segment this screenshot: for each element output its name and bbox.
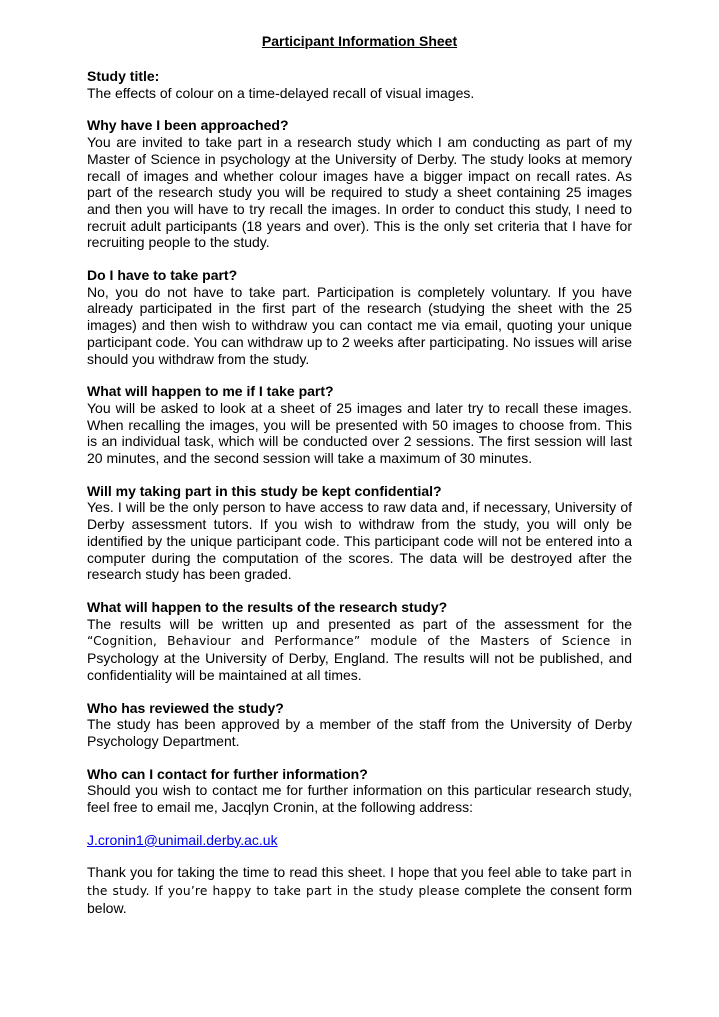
results-text-part2: “Cognition, Behaviour and Performance” module of the Masters of Science in <box>87 634 632 649</box>
study-title-section <box>87 68 632 101</box>
section-text: The study has been approved by a member of the staff from the University of Derby Psychology Department. <box>87 716 632 749</box>
section-text: You are invited to take part in a research study which I am conducting as part of my Master of Science in psychology at the University of Derby. The study looks at memory recall of images and whether colour images have a bigger impact on recall rates. As part of the research study you will be required to study a sheet containing 25 images and then you will have to try recall the images. In order to conduct this study, I need to recruit adult participants (18 years and over). This is the only set criteria that I have for recruiting people to the study. <box>87 134 632 251</box>
document-title: Participant Information Sheet <box>261 33 458 49</box>
closing-part2: in the study. If you’re happy to take part in the study please <box>87 866 632 899</box>
section-heading: Who can I contact for further information? <box>87 765 368 782</box>
section-reviewed <box>87 700 632 750</box>
study-title-heading: Study title: <box>87 68 160 84</box>
section-heading: What will happen to the results of the research study? <box>87 598 448 615</box>
section-heading: What will happen to me if I take part? <box>87 383 334 400</box>
closing-part3: complete the consent form below. <box>87 882 632 916</box>
section-heading: Why have I been approached? <box>87 117 289 134</box>
results-text-part3: Psychology at the University of Derby, England. The results will not be published, and confidentiality will be maintained at all times. <box>87 650 632 683</box>
information-sheet <box>87 33 632 917</box>
closing-text <box>87 864 632 916</box>
section-text: Should you wish to contact me for further information on this particular research study, feel free to email me, Jacqlyn Cronin, at the following address: <box>87 782 632 816</box>
section-results <box>87 599 632 684</box>
section-text: You will be asked to look at a sheet of 25 images and later try to recall these images. When recalling the images, you will be presented with 50 images to choose from. This is an individual task, which will be conducted over 2 sessions. The first session will last 20 minutes, and the second session will take a maximum of 30 minutes. <box>87 399 632 467</box>
section-contact <box>87 766 632 816</box>
closing-part1: Thank you for taking the time to read this sheet. I hope that you feel able to take part <box>87 864 621 881</box>
section-text: No, you do not have to take part. Participation is completely voluntary. If you have already participated in the first part of the research (studying the sheet with the 25 images) and then wish to withdraw you can contact me via email, quoting your unique participant code. You can withdraw up to 2 weeks after participating. No issues will arise should you withdraw from the study. <box>87 283 632 367</box>
section-heading: Do I have to take part? <box>87 267 238 284</box>
section-text: Yes. I will be the only person to have access to raw data and, if necessary, University of Derby assessment tutors. If you wish to withdraw from the study, you will only be identified by the unique participant code. This participant code will not be entered into a computer during the computation of the scores. The data will be destroyed after the research study has been graded. <box>87 499 632 583</box>
section-text <box>87 616 632 684</box>
results-text-part1: The results will be written up and presented as part of the assessment for the <box>87 615 632 632</box>
section-heading: Will my taking part in this study be kept confidential? <box>87 482 442 499</box>
section-take-part <box>87 267 632 367</box>
study-title-text: The effects of colour on a time-delayed recall of visual images. <box>87 84 475 101</box>
section-why-approached <box>87 117 632 251</box>
contact-email-link[interactable]: J.cronin1@unimail.derby.ac.uk <box>87 831 278 848</box>
section-what-happens <box>87 383 632 467</box>
section-confidential <box>87 483 632 583</box>
section-heading: Who has reviewed the study? <box>87 699 284 716</box>
